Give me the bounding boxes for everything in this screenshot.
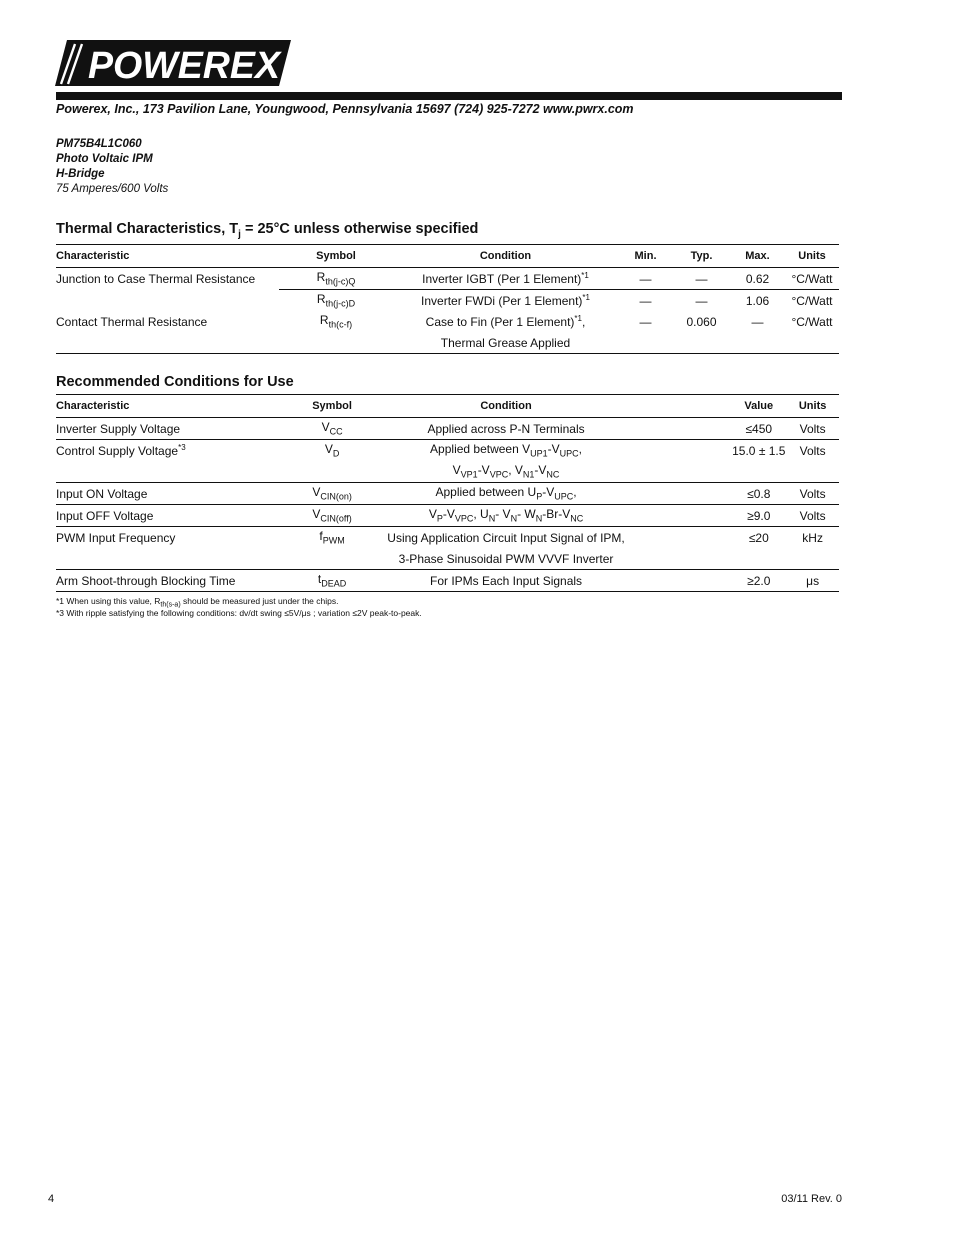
cell-characteristic: Control Supply Voltage$^{*3}$: [56, 443, 186, 458]
cell-units: Volts: [799, 443, 826, 458]
cell-symbol: $V_{CIN(off)}$: [277, 505, 387, 527]
cell-condition: $V_P-V_{VPC}$, $U_N-$ $V_N-$ $W_N-Br-V_{NC}$: [387, 505, 624, 527]
cell-condition: Case to Fin (Per 1 Element)$^{*1}$,: [425, 314, 586, 329]
table-row-continuation: [56, 461, 839, 483]
col-min: Min.: [618, 245, 673, 268]
cell-characteristic: Input ON Voltage: [56, 483, 277, 505]
thermal-title: [56, 221, 478, 240]
footnote-3: *3 With ripple satisfying the following conditions: dv/dt swing ≤5V/μs ; variation ≤2V peak-to-peak.: [56, 608, 422, 618]
col-value: Value: [731, 395, 786, 418]
cell-characteristic: Junction to Case Thermal Resistance: [56, 271, 256, 286]
col-units: Units: [785, 245, 839, 268]
cell-condition: Applied across P-N Terminals: [387, 418, 624, 440]
cell-value: ≥9.0: [731, 505, 786, 527]
thermal-header-row: [56, 245, 839, 268]
cell-typ: —: [695, 293, 708, 308]
cell-units: Volts: [786, 483, 839, 505]
header-rule: [56, 92, 842, 100]
cell-max: 0.62: [730, 268, 785, 290]
cell-characteristic: Arm Shoot-through Blocking Time: [56, 570, 277, 592]
table-row: [56, 440, 839, 462]
recommended-table: [56, 394, 839, 592]
logo-text: POWEREX: [88, 45, 283, 86]
cell-condition: Applied between $V_{UP1}-V_{UPC}$,: [430, 442, 582, 459]
cell-condition-line2: Thermal Grease Applied: [393, 332, 618, 354]
cell-min: —: [618, 268, 673, 290]
col-characteristic: Characteristic: [56, 395, 277, 418]
powerex-logo: [55, 40, 291, 86]
col-condition: Condition: [387, 395, 624, 418]
cell-units: Volts: [786, 418, 839, 440]
table-row: [56, 483, 839, 505]
cell-condition: For IPMs Each Input Signals: [387, 570, 624, 592]
table-row: [56, 527, 839, 549]
table-row: [56, 290, 839, 312]
cell-typ: 0.060: [686, 314, 717, 329]
col-symbol: Symbol: [279, 245, 393, 268]
cell-condition: Applied between $U_P-V_{UPC}$,: [387, 483, 624, 505]
table-row: [56, 418, 839, 440]
footnote-1: *1 When using this value, $R_{th(s-a)}$ should be measured just under the chips.: [56, 596, 339, 609]
cell-characteristic: Input OFF Voltage: [56, 505, 277, 527]
col-characteristic: Characteristic: [56, 245, 279, 268]
company-address: Powerex, Inc., 173 Pavilion Lane, Youngwood, Pennsylvania 15697 (724) 925-7272 www.pwrx.com: [56, 102, 634, 116]
product-line1: Photo Voltaic IPM: [56, 153, 153, 165]
cell-symbol: $V_{CIN(on)}$: [277, 483, 387, 505]
table-row: [56, 311, 839, 332]
cell-characteristic: [56, 290, 279, 312]
cell-units: μs: [786, 570, 839, 592]
recommended-title: Recommended Conditions for Use: [56, 374, 294, 390]
cell-condition: Using Application Circuit Input Signal of IPM,: [387, 530, 625, 545]
thermal-title-suffix: = 25°C unless otherwise specified: [240, 221, 479, 237]
table-row: [56, 268, 839, 290]
cell-condition: Inverter IGBT (Per 1 Element)$^{*1}$: [393, 268, 618, 290]
cell-min: —: [639, 314, 652, 329]
cell-symbol: $R_{th(c-f)}$: [319, 313, 353, 330]
cell-units: Volts: [786, 505, 839, 527]
product-rating: 75 Amperes/600 Volts: [56, 183, 169, 195]
col-typ: Typ.: [673, 245, 730, 268]
cell-value: 15.0 ± 1.5: [732, 443, 786, 458]
cell-max: 1.06: [745, 293, 770, 308]
table-row: [56, 505, 839, 527]
cell-symbol: $R_{th(j-c)Q}$: [279, 268, 393, 290]
col-max: Max.: [730, 245, 785, 268]
cell-units: °C/Watt: [791, 293, 833, 308]
table-row-continuation: [56, 332, 839, 354]
table-row: [56, 570, 839, 592]
cell-condition: Inverter FWDi (Per 1 Element)$^{*1}$: [421, 293, 590, 308]
cell-units: °C/Watt: [785, 268, 839, 290]
cell-characteristic: Inverter Supply Voltage: [56, 418, 277, 440]
cell-symbol: $t_{DEAD}$: [277, 570, 387, 592]
cell-units: kHz: [802, 530, 823, 545]
col-symbol: Symbol: [277, 395, 387, 418]
col-units: Units: [786, 395, 839, 418]
product-block: [56, 137, 168, 197]
cell-condition-line2: 3-Phase Sinusoidal PWM VVVF Inverter: [387, 548, 624, 570]
cell-value: ≤450: [731, 418, 786, 440]
cell-max: —: [751, 314, 764, 329]
part-number: PM75B4L1C060: [56, 138, 142, 150]
page-number: 4: [48, 1193, 55, 1205]
cell-symbol: $V_{CC}$: [277, 418, 387, 440]
col-condition: Condition: [393, 245, 618, 268]
cell-min: —: [639, 293, 652, 308]
cell-symbol: $f_{PWM}$: [319, 529, 345, 546]
cell-units: °C/Watt: [791, 314, 833, 329]
thermal-title-sub: j: [238, 228, 241, 240]
cell-condition-line2: $V_{VP1}-V_{VPC}$, $V_{N1}-V_{NC}$: [387, 461, 624, 483]
thermal-table: [56, 244, 839, 354]
table-row-continuation: [56, 548, 839, 570]
cell-symbol: $V_D$: [324, 442, 340, 459]
cell-characteristic: PWM Input Frequency: [56, 530, 176, 545]
cell-value: ≤0.8: [731, 483, 786, 505]
thermal-title-prefix: Thermal Characteristics, T: [56, 221, 239, 237]
cell-value: ≥2.0: [731, 570, 786, 592]
cell-typ: —: [673, 268, 730, 290]
revision-label: 03/11 Rev. 0: [781, 1193, 842, 1205]
cell-symbol: $R_{th(j-c)D}$: [316, 292, 356, 309]
cell-characteristic: Contact Thermal Resistance: [56, 314, 208, 329]
recommended-header-row: [56, 395, 839, 418]
product-line2: H-Bridge: [56, 168, 105, 180]
cell-value: ≤20: [748, 530, 769, 545]
